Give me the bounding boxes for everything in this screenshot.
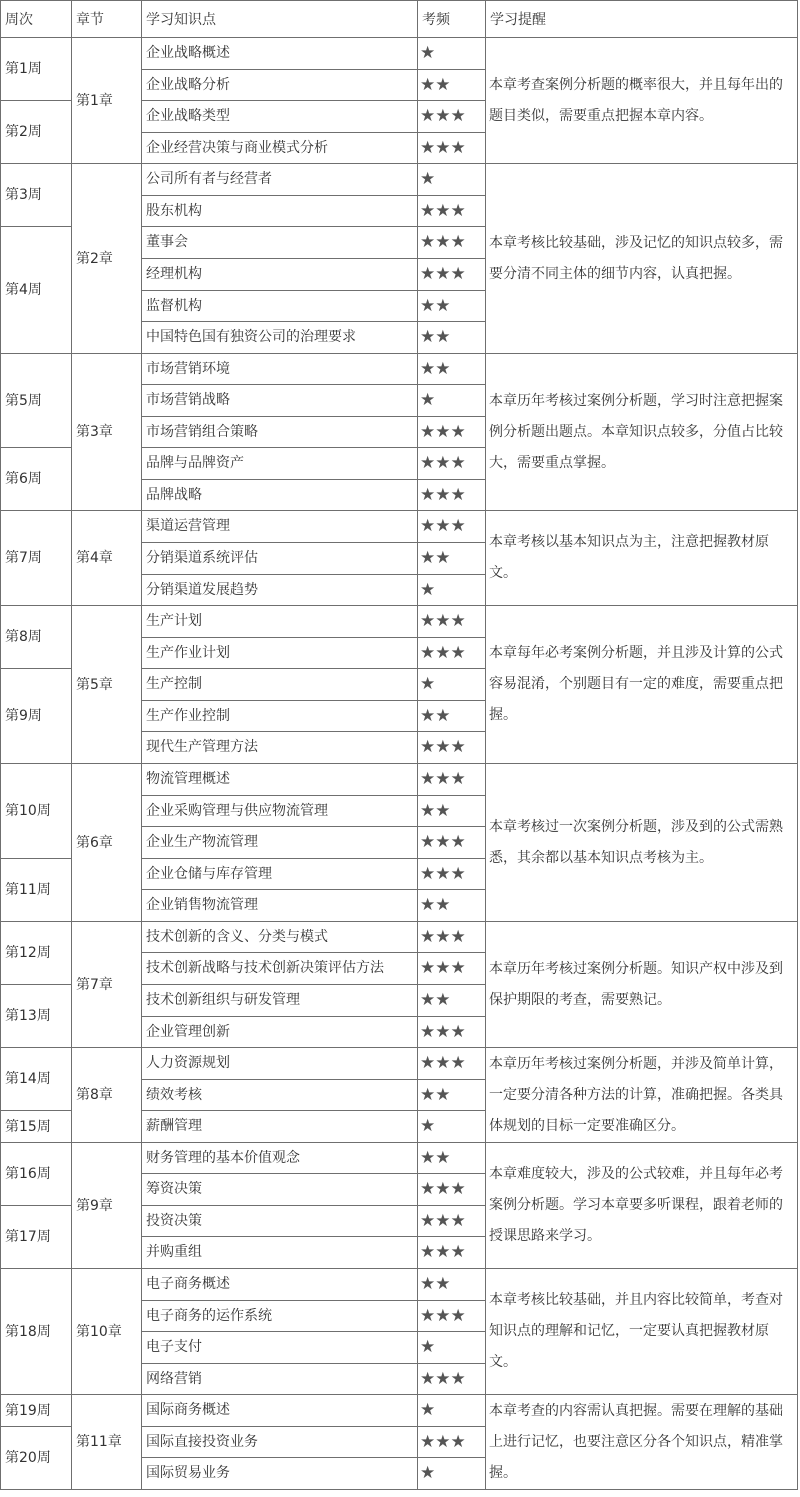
frequency-stars: ★★★ (418, 1174, 486, 1206)
frequency-stars: ★★ (418, 543, 486, 575)
week-cell: 第19周 (0, 1395, 72, 1427)
topic-cell: 国际商务概述 (142, 1395, 418, 1427)
week-cell: 第7周 (0, 511, 72, 606)
week-cell: 第3周 (0, 164, 72, 227)
topic-cell: 人力资源规划 (142, 1048, 418, 1080)
frequency-stars: ★★★ (418, 101, 486, 133)
week-cell: 第4周 (0, 227, 72, 354)
study-tip-text: 本章历年考核过案例分析题，并涉及简单计算，一定要分清各种方法的计算，准确把握。各类具体规划的目标一定要准确区分。 (489, 1055, 783, 1134)
study-tip-text: 本章考核过一次案例分析题，涉及到的公式需熟悉，其余都以基本知识点考核为主。 (489, 818, 783, 866)
week-cell: 第11周 (0, 859, 72, 922)
chapter-cell: 第2章 (72, 164, 142, 354)
topic-cell: 企业采购管理与供应物流管理 (142, 796, 418, 827)
frequency-stars: ★★★ (418, 227, 486, 259)
topic-cell: 企业战略概述 (142, 38, 418, 70)
topic-cell: 生产作业控制 (142, 701, 418, 732)
week-cell: 第5周 (0, 354, 72, 448)
topic-cell: 技术创新的含义、分类与模式 (142, 922, 418, 953)
frequency-stars: ★★ (418, 1269, 486, 1301)
topic-cell: 公司所有者与经营者 (142, 164, 418, 196)
topic-cell: 经理机构 (142, 259, 418, 291)
topic-cell: 企业战略分析 (142, 70, 418, 101)
topic-cell: 绩效考核 (142, 1080, 418, 1111)
week-cell: 第6周 (0, 448, 72, 511)
chapter-cell: 第11章 (72, 1395, 142, 1490)
topic-cell: 市场营销战略 (142, 385, 418, 417)
week-cell: 第2周 (0, 101, 72, 164)
header-chapter: 章节 (72, 0, 142, 38)
study-tip-cell (486, 164, 798, 354)
topic-cell: 企业生产物流管理 (142, 827, 418, 859)
week-cell: 第9周 (0, 669, 72, 764)
frequency-stars: ★★ (418, 890, 486, 922)
header-tips: 学习提醒 (486, 0, 798, 38)
study-tip-text: 本章考核以基本知识点为主，注意把握教材原文。 (489, 534, 769, 581)
frequency-stars: ★★★ (418, 1048, 486, 1080)
frequency-stars: ★★★ (418, 480, 486, 511)
topic-cell: 生产控制 (142, 669, 418, 701)
frequency-stars: ★ (418, 1111, 486, 1143)
frequency-stars: ★ (418, 575, 486, 606)
week-cell: 第20周 (0, 1427, 72, 1490)
frequency-stars: ★★★ (418, 827, 486, 859)
frequency-stars: ★ (418, 38, 486, 70)
frequency-stars: ★★ (418, 1143, 486, 1174)
topic-cell: 投资决策 (142, 1206, 418, 1237)
frequency-stars: ★★★ (418, 417, 486, 448)
study-tip-text: 本章每年必考案例分析题，并且涉及计算的公式容易混淆，个别题目有一定的难度，需要重点把握。 (489, 645, 783, 723)
frequency-stars: ★★★ (418, 1301, 486, 1332)
chapter-cell: 第9章 (72, 1143, 142, 1269)
frequency-stars: ★★ (418, 70, 486, 101)
topic-cell: 财务管理的基本价值观念 (142, 1143, 418, 1174)
frequency-stars: ★★ (418, 322, 486, 354)
week-cell: 第13周 (0, 985, 72, 1048)
study-tip-cell (486, 354, 798, 511)
frequency-stars: ★ (418, 1395, 486, 1427)
frequency-stars: ★★★ (418, 196, 486, 227)
study-tip-text: 本章考查的内容需认真把握。需要在理解的基础上进行记忆，也要注意区分各个知识点，精准掌握。 (489, 1402, 783, 1481)
topic-cell: 网络营销 (142, 1364, 418, 1395)
frequency-stars: ★ (418, 1458, 486, 1490)
topic-cell: 企业战略类型 (142, 101, 418, 133)
topic-cell: 中国特色国有独资公司的治理要求 (142, 322, 418, 354)
frequency-stars: ★★★ (418, 1364, 486, 1395)
frequency-stars: ★★★ (418, 859, 486, 890)
topic-cell: 并购重组 (142, 1237, 418, 1269)
topic-cell: 市场营销组合策略 (142, 417, 418, 448)
frequency-stars: ★★★ (418, 764, 486, 796)
study-tip-cell (486, 764, 798, 922)
topic-cell: 品牌战略 (142, 480, 418, 511)
week-cell: 第18周 (0, 1269, 72, 1395)
topic-cell: 国际贸易业务 (142, 1458, 418, 1490)
study-tip-cell (486, 1269, 798, 1395)
frequency-stars: ★★ (418, 796, 486, 827)
chapter-cell: 第7章 (72, 922, 142, 1048)
topic-cell: 渠道运营管理 (142, 511, 418, 543)
week-cell: 第14周 (0, 1048, 72, 1111)
topic-cell: 企业管理创新 (142, 1017, 418, 1048)
frequency-stars: ★★ (418, 985, 486, 1017)
week-cell: 第16周 (0, 1143, 72, 1206)
frequency-stars: ★★★ (418, 448, 486, 480)
chapter-cell: 第1章 (72, 38, 142, 164)
topic-cell: 市场营销环境 (142, 354, 418, 385)
topic-cell: 企业经营决策与商业模式分析 (142, 133, 418, 164)
chapter-cell: 第10章 (72, 1269, 142, 1395)
frequency-stars: ★ (418, 1332, 486, 1364)
header-frequency: 考频 (418, 0, 486, 38)
topic-cell: 监督机构 (142, 291, 418, 322)
topic-cell: 物流管理概述 (142, 764, 418, 796)
topic-cell: 分销渠道发展趋势 (142, 575, 418, 606)
study-tip-cell (486, 1395, 798, 1490)
study-tip-cell (486, 511, 798, 606)
frequency-stars: ★ (418, 385, 486, 417)
topic-cell: 分销渠道系统评估 (142, 543, 418, 575)
topic-cell: 电子商务概述 (142, 1269, 418, 1301)
study-tip-cell (486, 1143, 798, 1269)
topic-cell: 董事会 (142, 227, 418, 259)
frequency-stars: ★★★ (418, 133, 486, 164)
topic-cell: 企业仓储与库存管理 (142, 859, 418, 890)
frequency-stars: ★★★ (418, 953, 486, 985)
topic-cell: 技术创新战略与技术创新决策评估方法 (142, 953, 418, 985)
study-tip-text: 本章历年考核过案例分析题，学习时注意把握案例分析题出题点。本章知识点较多，分值占比较大，需要重点掌握。 (489, 392, 783, 471)
frequency-stars: ★★★ (418, 732, 486, 764)
header-week: 周次 (0, 0, 72, 38)
topic-cell: 生产作业计划 (142, 638, 418, 669)
topic-cell: 股东机构 (142, 196, 418, 227)
header-topic: 学习知识点 (142, 0, 418, 38)
frequency-stars: ★★★ (418, 1237, 486, 1269)
chapter-cell: 第5章 (72, 606, 142, 764)
study-tip-cell (486, 606, 798, 764)
topic-cell: 技术创新组织与研发管理 (142, 985, 418, 1017)
topic-cell: 电子支付 (142, 1332, 418, 1364)
frequency-stars: ★★★ (418, 259, 486, 291)
study-tip-text: 本章考查案例分析题的概率很大，并且每年出的题目类似，需要重点把握本章内容。 (489, 76, 783, 124)
study-tip-cell (486, 1048, 798, 1143)
frequency-stars: ★★ (418, 701, 486, 732)
week-cell: 第12周 (0, 922, 72, 985)
frequency-stars: ★★★ (418, 638, 486, 669)
frequency-stars: ★ (418, 164, 486, 196)
frequency-stars: ★★★ (418, 1206, 486, 1237)
chapter-cell: 第8章 (72, 1048, 142, 1143)
study-tip-text: 本章考核比较基础，涉及记忆的知识点较多，需要分清不同主体的细节内容，认真把握。 (489, 234, 783, 282)
week-cell: 第8周 (0, 606, 72, 669)
frequency-stars: ★★ (418, 1080, 486, 1111)
week-cell: 第17周 (0, 1206, 72, 1269)
topic-cell: 企业销售物流管理 (142, 890, 418, 922)
chapter-cell: 第6章 (72, 764, 142, 922)
study-tip-cell (486, 38, 798, 164)
frequency-stars: ★★★ (418, 1017, 486, 1048)
topic-cell: 筹资决策 (142, 1174, 418, 1206)
chapter-cell: 第4章 (72, 511, 142, 606)
week-cell: 第15周 (0, 1111, 72, 1143)
week-cell: 第10周 (0, 764, 72, 859)
frequency-stars: ★★ (418, 291, 486, 322)
topic-cell: 现代生产管理方法 (142, 732, 418, 764)
frequency-stars: ★★★ (418, 511, 486, 543)
frequency-stars: ★★ (418, 354, 486, 385)
study-tip-text: 本章考核比较基础，并且内容比较简单，考查对知识点的理解和记忆，一定要认真把握教材原文。 (489, 1292, 783, 1370)
frequency-stars: ★★★ (418, 922, 486, 953)
topic-cell: 国际直接投资业务 (142, 1427, 418, 1458)
frequency-stars: ★★★ (418, 1427, 486, 1458)
frequency-stars: ★ (418, 669, 486, 701)
week-cell: 第1周 (0, 38, 72, 101)
topic-cell: 生产计划 (142, 606, 418, 638)
topic-cell: 薪酬管理 (142, 1111, 418, 1143)
frequency-stars: ★★★ (418, 606, 486, 638)
study-tip-cell (486, 922, 798, 1048)
topic-cell: 品牌与品牌资产 (142, 448, 418, 480)
study-tip-text: 本章历年考核过案例分析题。知识产权中涉及到保护期限的考查，需要熟记。 (489, 960, 783, 1008)
study-tip-text: 本章难度较大，涉及的公式较难，并且每年必考案例分析题。学习本章要多听课程，跟着老师的授课思路来学习。 (489, 1166, 783, 1244)
chapter-cell: 第3章 (72, 354, 142, 511)
topic-cell: 电子商务的运作系统 (142, 1301, 418, 1332)
